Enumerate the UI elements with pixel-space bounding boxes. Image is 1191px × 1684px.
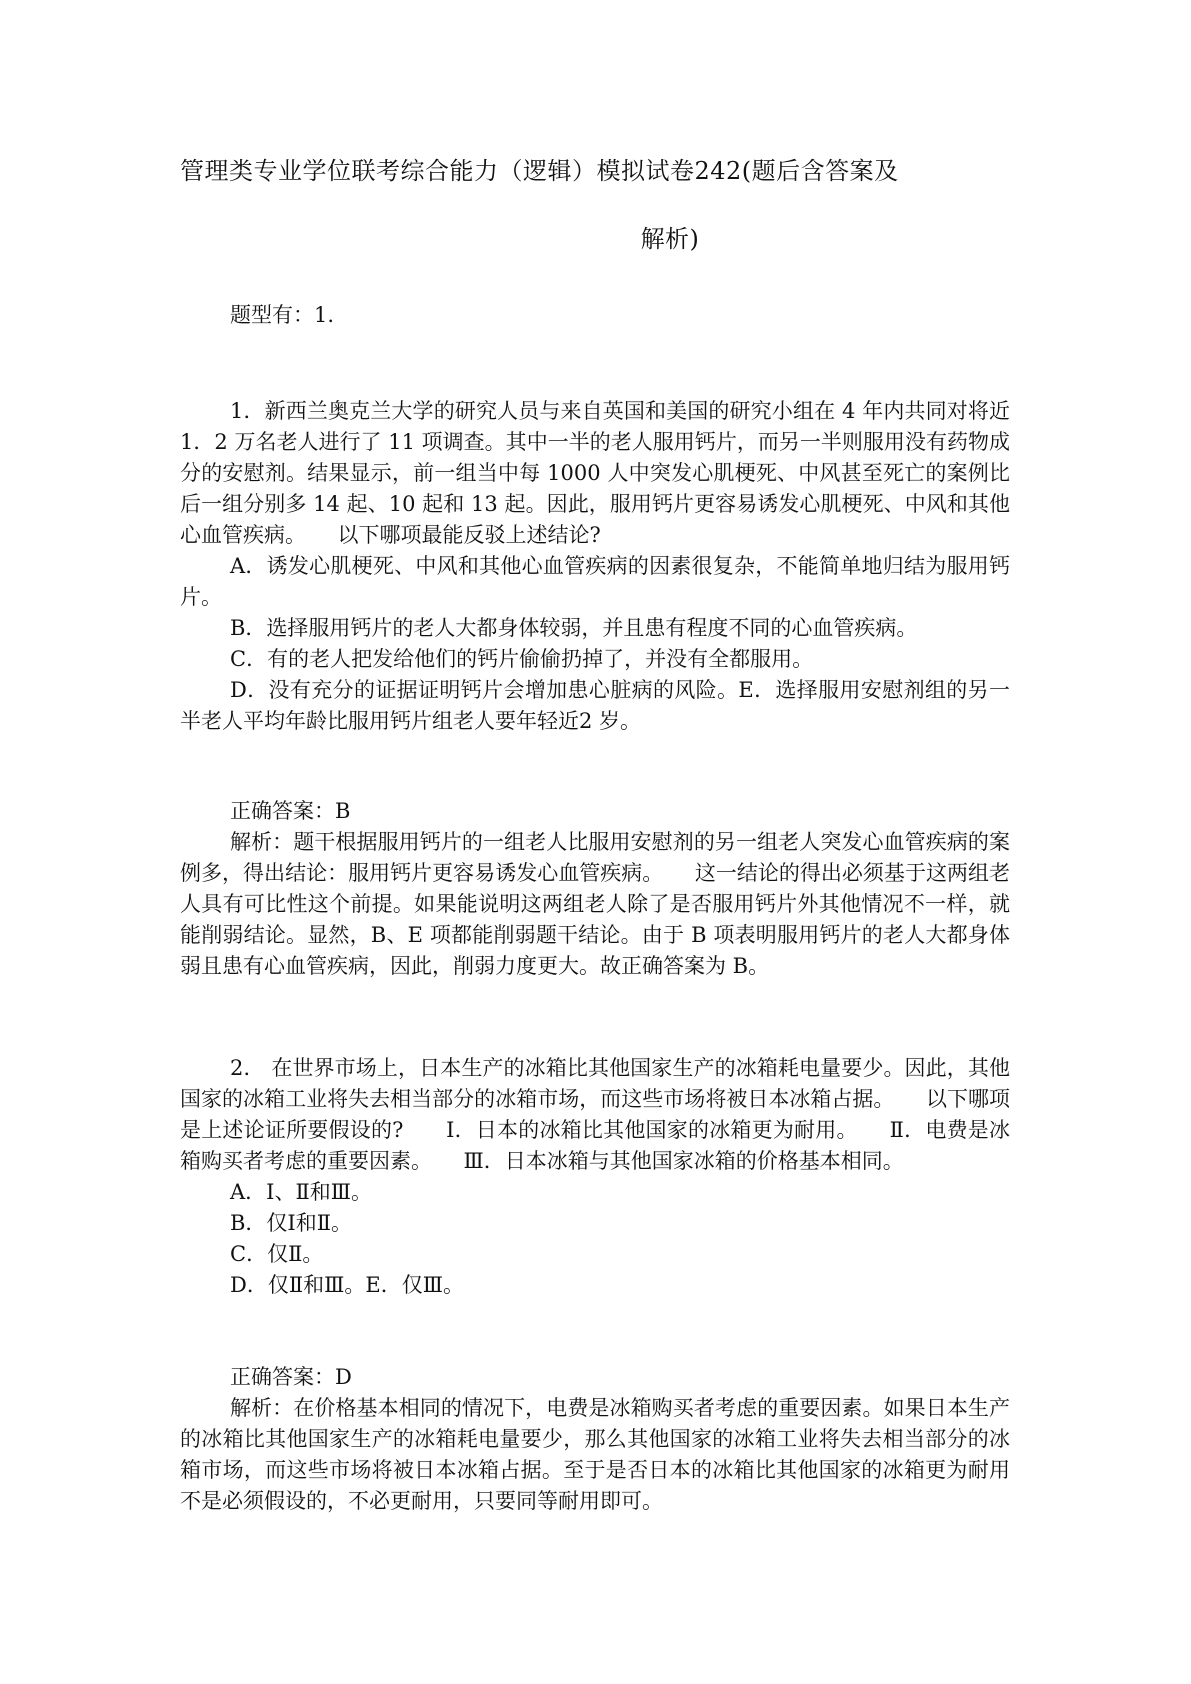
question-1-option-d-e: D．没有充分的证据证明钙片会增加患心脏病的风险。E．选择服用安慰剂组的另一半老人平均年龄比服用钙片组老人要年轻近2 岁。 [180, 678, 1010, 733]
question-2-option-b: B．仅Ⅰ和Ⅱ。 [230, 1211, 353, 1235]
question-1-analysis: 解析：题干根据服用钙片的一组老人比服用安慰剂的另一组老人突发心血管疾病的案例多，得出结论：服用钙片更容易诱发心血管疾病。 这一结论的得出必须基于这两组老人具有可比性这个前提。如果能说明这两组老人除了是否服用钙片外其他情况不一样，就能削弱结论。显然，B、E 项都能削弱题干结论。由于 B 项表明服用钙片的老人大都身体弱且患有心血管疾病，因此，削弱力度更大。故正确答案为 B。 [180, 830, 1010, 978]
title-line-2: 解析) [640, 225, 700, 253]
question-1-option-c: C．有的老人把发给他们的钙片偷偷扔掉了，并没有全都服用。 [230, 647, 814, 671]
question-2-answer-section [180, 1362, 1010, 1517]
question-1-option-b: B．选择服用钙片的老人大都身体较弱，并且患有程度不同的心血管疾病。 [230, 616, 918, 640]
question-1-answer-section [180, 796, 1010, 982]
question-2-option-d-e: D．仅Ⅱ和Ⅲ。E．仅Ⅲ。 [230, 1273, 464, 1297]
question-1-answer: 正确答案：B [230, 799, 351, 823]
question-2 [180, 1053, 1010, 1301]
question-1-option-a: A．诱发心肌梗死、中风和其他心血管疾病的因素很复杂，不能简单地归结为服用钙片。 [180, 554, 1010, 609]
question-1 [180, 396, 1010, 737]
question-2-option-a: A．Ⅰ、Ⅱ和Ⅲ。 [230, 1180, 372, 1204]
question-types-section [180, 300, 1010, 331]
question-2-stem: 2． 在世界市场上，日本生产的冰箱比其他国家生产的冰箱耗电量要少。因此，其他国家的冰箱工业将失去相当部分的冰箱市场，而这些市场将被日本冰箱占据。 以下哪项是上述论证所要假设的? Ⅰ．日本的冰箱比其他国家的冰箱更为耐用。 Ⅱ．电费是冰箱购买者考虑的重要因素。 Ⅲ．日本冰箱与其他国家冰箱的价格基本相同。 [180, 1056, 1010, 1173]
question-1-stem: 1．新西兰奥克兰大学的研究人员与来自英国和美国的研究小组在 4 年内共同对将近 1．2 万名老人进行了 11 项调查。其中一半的老人服用钙片，而另一半则服用没有药物成分的安慰剂。结果显示，前一组当中每 1000 人中突发心肌梗死、中风甚至死亡的案例比后一组分别多 14 起、10 起和 13 起。因此，服用钙片更容易诱发心肌梗死、中风和其他心血管疾病。 以下哪项最能反驳上述结论? [180, 399, 1010, 547]
question-2-answer: 正确答案：D [230, 1365, 352, 1389]
page-title [180, 137, 1010, 273]
question-2-option-c: C．仅Ⅱ。 [230, 1242, 324, 1266]
question-types-line: 题型有：1. [230, 303, 335, 327]
question-2-analysis: 解析：在价格基本相同的情况下，电费是冰箱购买者考虑的重要因素。如果日本生产的冰箱比其他国家生产的冰箱耗电量要少，那么其他国家的冰箱工业将失去相当部分的冰箱市场，而这些市场将被日本冰箱占据。至于是否日本的冰箱比其他国家的冰箱更为耐用不是必须假设的，不必更耐用，只要同等耐用即可。 [180, 1396, 1010, 1513]
title-line-1: 管理类专业学位联考综合能力（逻辑）模拟试卷242(题后含答案及 [180, 157, 899, 185]
